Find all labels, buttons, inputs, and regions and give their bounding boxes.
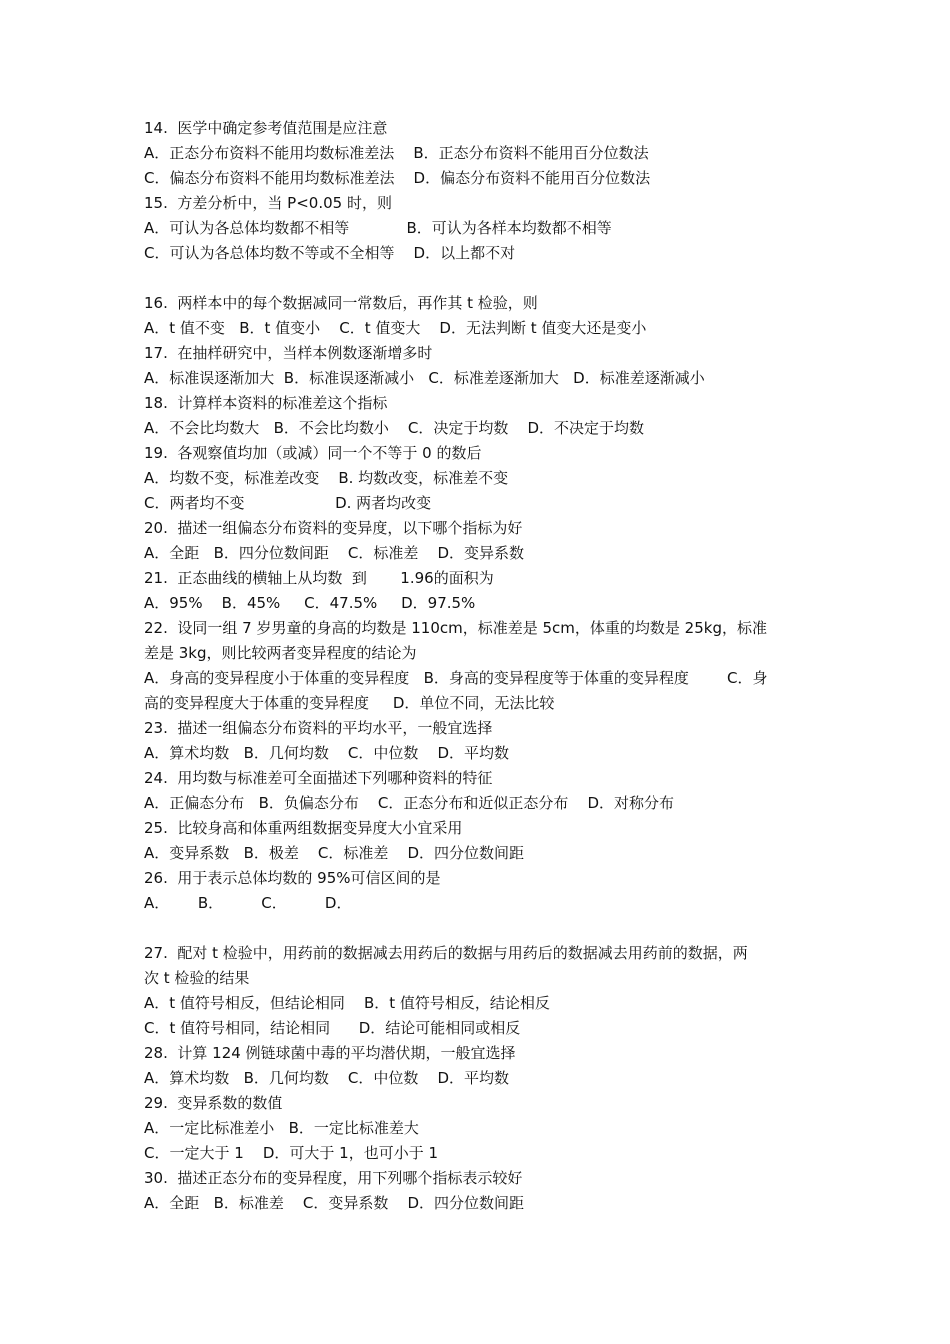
q23-options: A．算术均数 B．几何均数 C．中位数 D．平均数 [144,744,510,762]
question-29: 29. 变异系数的数值 [144,1094,283,1112]
question-19: 19. 各观察值均加（或减）同一个不等于 0 的数后 [144,444,482,462]
question-28: 28. 计算 124 例链球菌中毒的平均潜伏期，一般宜选择 [144,1044,516,1062]
q17-options: A．标准误逐渐加大 B．标准误逐渐减小 C．标准差逐渐加大 D．标准差逐渐减小 [144,369,705,387]
q16-options: A．t 值不变 B．t 值变小 C．t 值变大 D．无法判断 t 值变大还是变小 [144,319,647,337]
q15-options-ab: A．可认为各总体均数都不相等 B．可认为各样本均数都不相等 [144,219,612,237]
q29-options-ab: A．一定比标准差小 B．一定比标准差大 [144,1119,419,1137]
q24-options: A．正偏态分布 B．负偏态分布 C．正态分布和近似正态分布 D．对称分布 [144,794,675,812]
question-26: 26. 用于表示总体均数的 95%可信区间的是 [144,869,441,887]
q19-options-ab: A．均数不变，标准差改变 B. 均数改变，标准差不变 [144,469,509,487]
q30-options: A．全距 B．标准差 C．变异系数 D．四分位数间距 [144,1194,525,1212]
question-15: 15. 方差分析中，当 P<0.05 时，则 [144,194,392,212]
q26-options: A． B． C． D． [144,894,352,912]
question-18: 18. 计算样本资料的标准差这个指标 [144,394,388,412]
q25-options: A．变异系数 B．极差 C．标准差 D．四分位数间距 [144,844,525,862]
question-27-line1: 27. 配对 t 检验中，用药前的数据减去用药后的数据与用药后的数据减去用药前的数据，两 [144,944,748,962]
q22-options-line2: 高的变异程度大于体重的变异程度 D．单位不同，无法比较 [144,694,555,712]
q21-options: A．95% B．45% C．47.5% D．97.5% [144,594,476,612]
question-20: 20. 描述一组偏态分布资料的变异度，以下哪个指标为好 [144,519,523,537]
q27-options-ab: A．t 值符号相反，但结论相同 B．t 值符号相反，结论相反 [144,994,550,1012]
q18-options: A．不会比均数大 B．不会比均数小 C．决定于均数 D．不决定于均数 [144,419,645,437]
question-22-line1: 22. 设同一组 7 岁男童的身高的均数是 110cm，标准差是 5cm，体重的均数是 25kg，标准 [144,619,767,637]
question-21: 21. 正态曲线的横轴上从均数 到 1.96的面积为 [144,569,494,587]
question-22-line2: 差是 3kg，则比较两者变异程度的结论为 [144,644,417,662]
question-14: 14. 医学中确定参考值范围是应注意 [144,119,388,137]
question-24: 24. 用均数与标准差可全面描述下列哪种资料的特征 [144,769,493,787]
q20-options: A．全距 B．四分位数间距 C．标准差 D．变异系数 [144,544,525,562]
q15-options-cd: C．可认为各总体均数不等或不全相等 D．以上都不对 [144,244,516,262]
q22-options-line1: A．身高的变异程度小于体重的变异程度 B．身高的变异程度等于体重的变异程度 C．身 [144,669,768,687]
q14-options-cd: C．偏态分布资料不能用均数标准差法 D．偏态分布资料不能用百分位数法 [144,169,651,187]
question-27-line2: 次 t 检验的结果 [144,969,250,987]
q29-options-cd: C．一定大于 1 D．可大于 1，也可小于 1 [144,1144,439,1162]
q19-options-cd: C．两者均不变 D. 两者均改变 [144,494,432,512]
q28-options: A．算术均数 B．几何均数 C．中位数 D．平均数 [144,1069,510,1087]
question-17: 17. 在抽样研究中，当样本例数逐渐增多时 [144,344,433,362]
question-30: 30. 描述正态分布的变异程度，用下列哪个指标表示较好 [144,1169,523,1187]
q14-options-ab: A．正态分布资料不能用均数标准差法 B．正态分布资料不能用百分位数法 [144,144,649,162]
question-25: 25. 比较身高和体重两组数据变异度大小宜采用 [144,819,463,837]
question-23: 23. 描述一组偏态分布资料的平均水平，一般宜选择 [144,719,493,737]
question-16: 16. 两样本中的每个数据减同一常数后，再作其 t 检验，则 [144,294,538,312]
q27-options-cd: C．t 值符号相同，结论相同 D．结论可能相同或相反 [144,1019,521,1037]
